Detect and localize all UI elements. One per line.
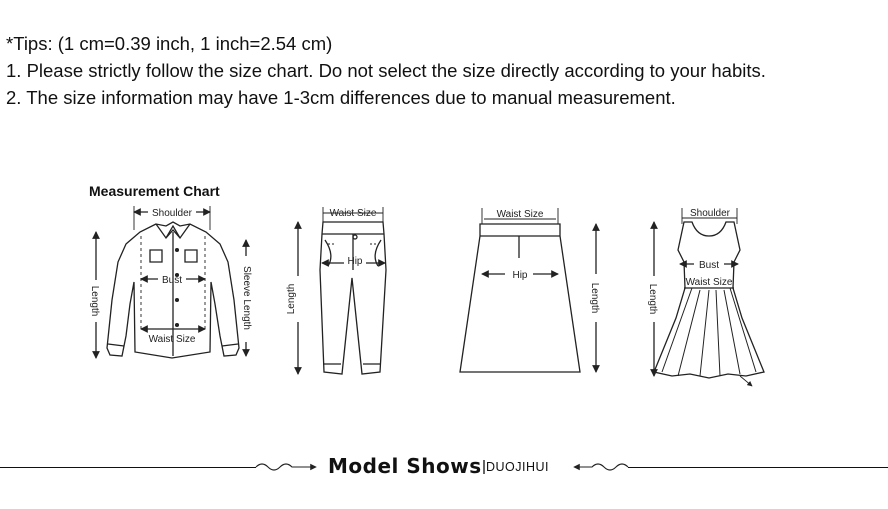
tips-line-2: 2. The size information may have 1-3cm differences due to manual measurement. [6,87,676,108]
skirt-outline [460,224,580,372]
shirt-sleeve-label: Sleeve Length [241,266,252,330]
footer-divider-right [628,467,888,468]
measurement-chart-title: Measurement Chart [89,183,220,199]
tips-line-conversion: *Tips: (1 cm=0.39 inch, 1 inch=2.54 cm) [6,33,333,54]
skirt-waist-label: Waist Size [496,209,544,220]
dress-diagram [647,208,764,386]
model-shows-heading: Model Shows [328,454,482,478]
dress-shoulder-label: Shoulder [689,208,731,219]
dress-outline [654,222,764,378]
right-swirl-arrow [574,464,628,470]
shirt-diagram [89,206,252,358]
shirt-length-label: Length [89,285,100,317]
pants-waist-label: Waist Size [329,208,377,219]
skirt-hip-label: Hip [512,270,528,281]
tips-line-1: 1. Please strictly follow the size chart. Do not select the size directly according to your habits. [6,60,766,81]
pants-diagram [286,207,386,374]
skirt-diagram [460,208,600,372]
dress-waist-label: Waist Size [685,277,733,288]
left-swirl-arrow [256,464,316,470]
pants-hip-label: Hip [347,256,363,267]
brand-name: DUOJIHUI [486,460,550,474]
footer-divider-left [0,467,256,468]
shirt-waist-label: Waist Size [148,334,196,345]
dress-length-label: Length [647,283,658,315]
shirt-bust-label: Bust [161,275,183,286]
skirt-length-label: Length [589,282,600,314]
pants-length-label: Length [286,283,297,315]
shirt-shoulder-label: Shoulder [151,208,193,219]
dress-bust-label: Bust [698,260,720,271]
